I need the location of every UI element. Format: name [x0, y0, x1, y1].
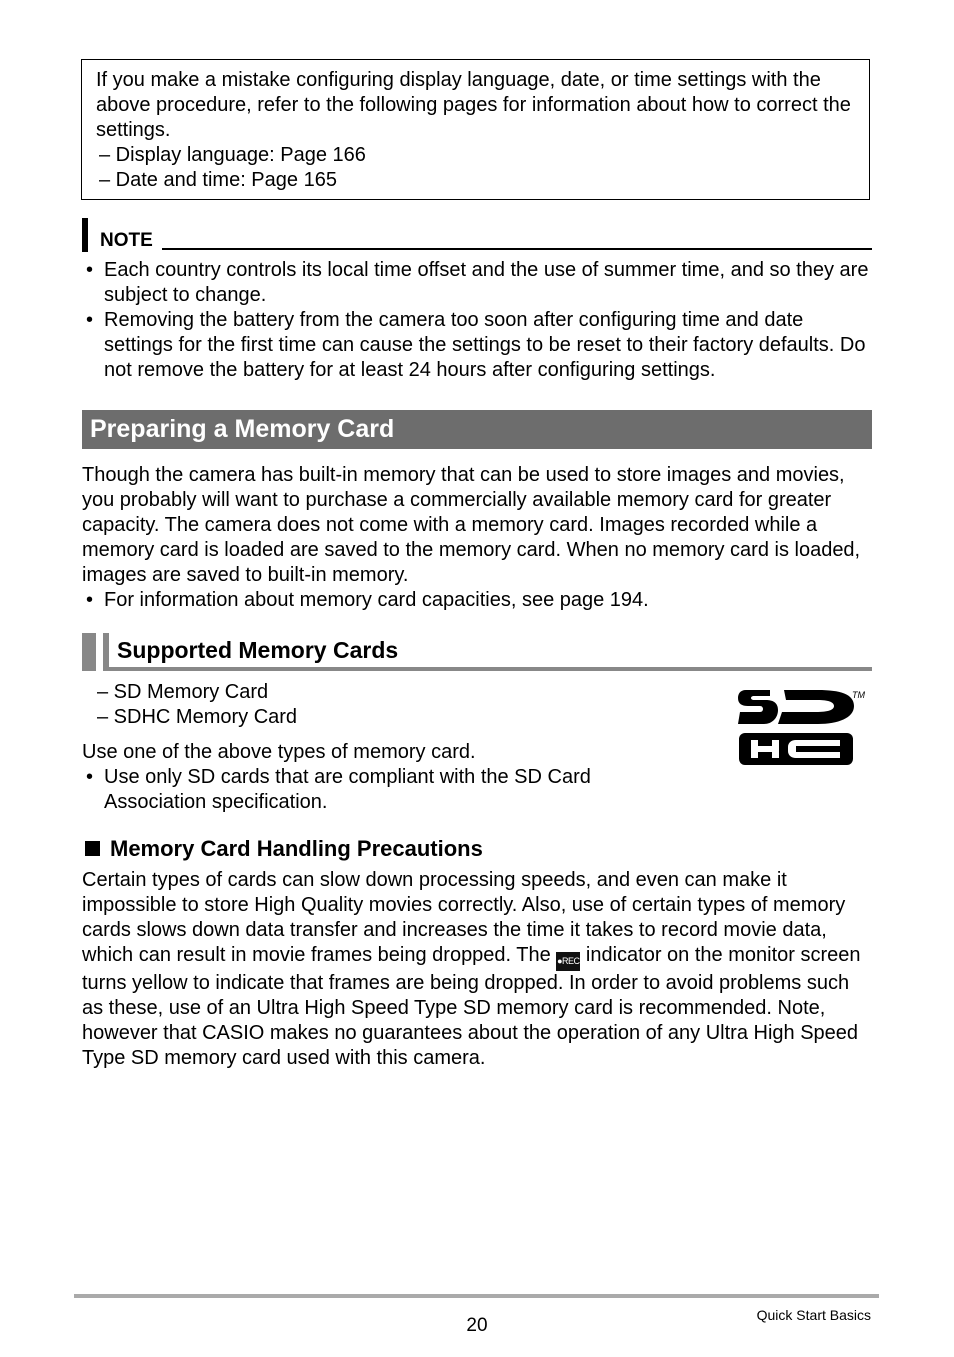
precautions-header: [82, 836, 483, 862]
precautions-text-2: indicator on the monitor screen turns yellow to indicate that frames are being dropped. In order to avoid problems such as these, use of an Ultra High Speed Type SD memory card is recommended. Note, however that CASIO makes no guarantees about the operation of any Ultra High Speed Type SD memory card used with this camera.: [82, 944, 861, 1069]
info-box: [81, 59, 870, 200]
subsection-bar-thin: [103, 633, 109, 671]
rec-indicator-icon: ●REC: [556, 952, 580, 971]
note-label: NOTE: [100, 230, 153, 251]
precautions-title: Memory Card Handling Precautions: [110, 836, 483, 861]
section-paragraph: Though the camera has built-in memory that can be used to store images and movies, you probably will want to purchase a commercially available memory card for greater capacity. The camera does not come with a memory card. Images recorded while a memory card is loaded are saved to the memory card. When no memory card is loaded, images are saved to built-in memory.: [82, 464, 861, 586]
precautions-paragraph: [82, 868, 872, 1071]
info-box-text: If you make a mistake configuring display language, date, or time settings with the above procedure, refer to the following pages for information about how to correct the settings.: [96, 69, 851, 141]
supported-text: Use one of the above types of memory card.: [82, 741, 476, 763]
note-bullet-2: • Removing the battery from the camera too soon after configuring time and date settings for the first time can cause the settings to be reset to their factory defaults. Do not remove the battery for at least 24 hours after configuring settings.: [82, 308, 872, 383]
card-list-item-sdhc: – SDHC Memory Card: [97, 706, 298, 728]
subsection-header: [82, 633, 872, 671]
section-bullet: • For information about memory card capacities, see page 194.: [82, 588, 872, 613]
info-box-item-date-time: – Date and time: Page 165: [99, 169, 337, 191]
supported-body: [82, 740, 642, 815]
sdhc-logo-icon: [736, 686, 870, 768]
note-header: [82, 218, 872, 252]
card-list-item-sd: – SD Memory Card: [97, 681, 269, 703]
supported-bullet: • Use only SD cards that are compliant with the SD Card Association specification.: [82, 765, 642, 815]
footer-section-name: Quick Start Basics: [756, 1307, 871, 1323]
note-bullets: [82, 258, 872, 383]
note-rule: [162, 248, 872, 250]
subsection-rule: [109, 667, 872, 671]
sdhc-logo-tm: TM: [852, 690, 865, 700]
subsection-title: Supported Memory Cards: [117, 637, 399, 663]
section-title: Preparing a Memory Card: [82, 410, 872, 449]
precautions-body: [82, 868, 872, 1071]
card-list: [97, 680, 657, 730]
note-bar: [82, 218, 88, 252]
note-bullet-1: • Each country controls its local time offset and the use of summer time, and so they are subject to change.: [82, 258, 872, 308]
info-box-item-language: – Display language: Page 166: [99, 144, 366, 166]
footer-rule: [74, 1294, 879, 1298]
subsection-bar: [82, 633, 96, 671]
page-number: 20: [466, 1315, 488, 1336]
square-bullet-icon: [85, 841, 100, 856]
section-body: [82, 463, 872, 613]
precautions-text-1: Certain types of cards can slow down processing speeds, and even can make it impossible to store High Quality movies correctly. Also, use of certain types of memory cards slows down data transfer and increases the time it takes to record movie data, which can result in movie frames being dropped. The: [82, 869, 846, 966]
